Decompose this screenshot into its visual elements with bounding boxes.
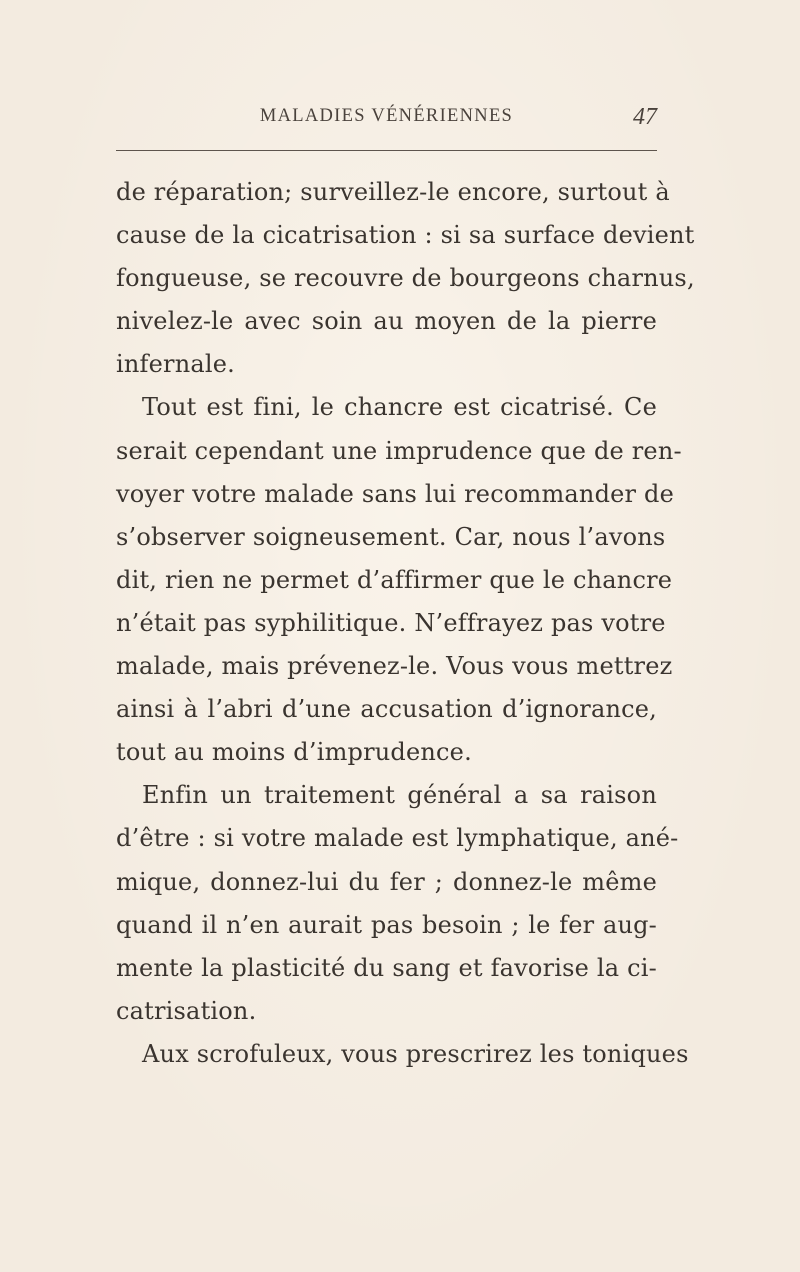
running-title: MALADIES VÉNÉRIENNES [259, 106, 514, 126]
body-text [116, 171, 695, 1076]
text-line: catrisation. [116, 996, 257, 1025]
text-line: Enfin un traitement général a sa raison [142, 781, 657, 810]
text-line: infernale. [116, 350, 235, 379]
text-line: dit, rien ne permet d’affirmer que le chancre [116, 565, 673, 594]
text-line: fongueuse, se recouvre de bourgeons charnus, [116, 264, 695, 293]
text-line: Tout est fini, le chancre est cicatrisé. Ce [142, 393, 657, 422]
text-line: voyer votre malade sans lui recommander de [116, 479, 675, 508]
text-line: ainsi à l’abri d’une accusation d’ignorance, [116, 695, 657, 724]
text-line: tout au moins d’imprudence. [116, 738, 472, 767]
text-line: malade, mais prévenez-le. Vous vous mettrez [116, 652, 673, 681]
running-head [116, 104, 657, 134]
text-line: nivelez-le avec soin au moyen de la pierre [116, 307, 657, 336]
text-line: quand il n’en aurait pas besoin ; le fer aug- [116, 910, 657, 939]
text-line: de réparation; surveillez-le encore, surtout à [116, 178, 670, 206]
text-line: mente la plasticité du sang et favorise la ci- [116, 953, 657, 982]
text-line: n’était pas syphilitique. N’effrayez pas votre [116, 608, 666, 637]
text-line: mique, donnez-lui du fer ; donnez-le même [116, 867, 657, 896]
header-rule [116, 150, 657, 151]
text-line: s’observer soigneusement. Car, nous l’avons [116, 522, 666, 551]
text-line: d’être : si votre malade est lymphatique, ané- [116, 824, 679, 853]
text-line: Aux scrofuleux, vous prescrirez les toniques [142, 1039, 689, 1068]
page-number: 47 [633, 104, 657, 130]
text-line: cause de la cicatrisation : si sa surface devient [116, 221, 695, 250]
text-line: serait cependant une imprudence que de ren- [116, 436, 682, 465]
